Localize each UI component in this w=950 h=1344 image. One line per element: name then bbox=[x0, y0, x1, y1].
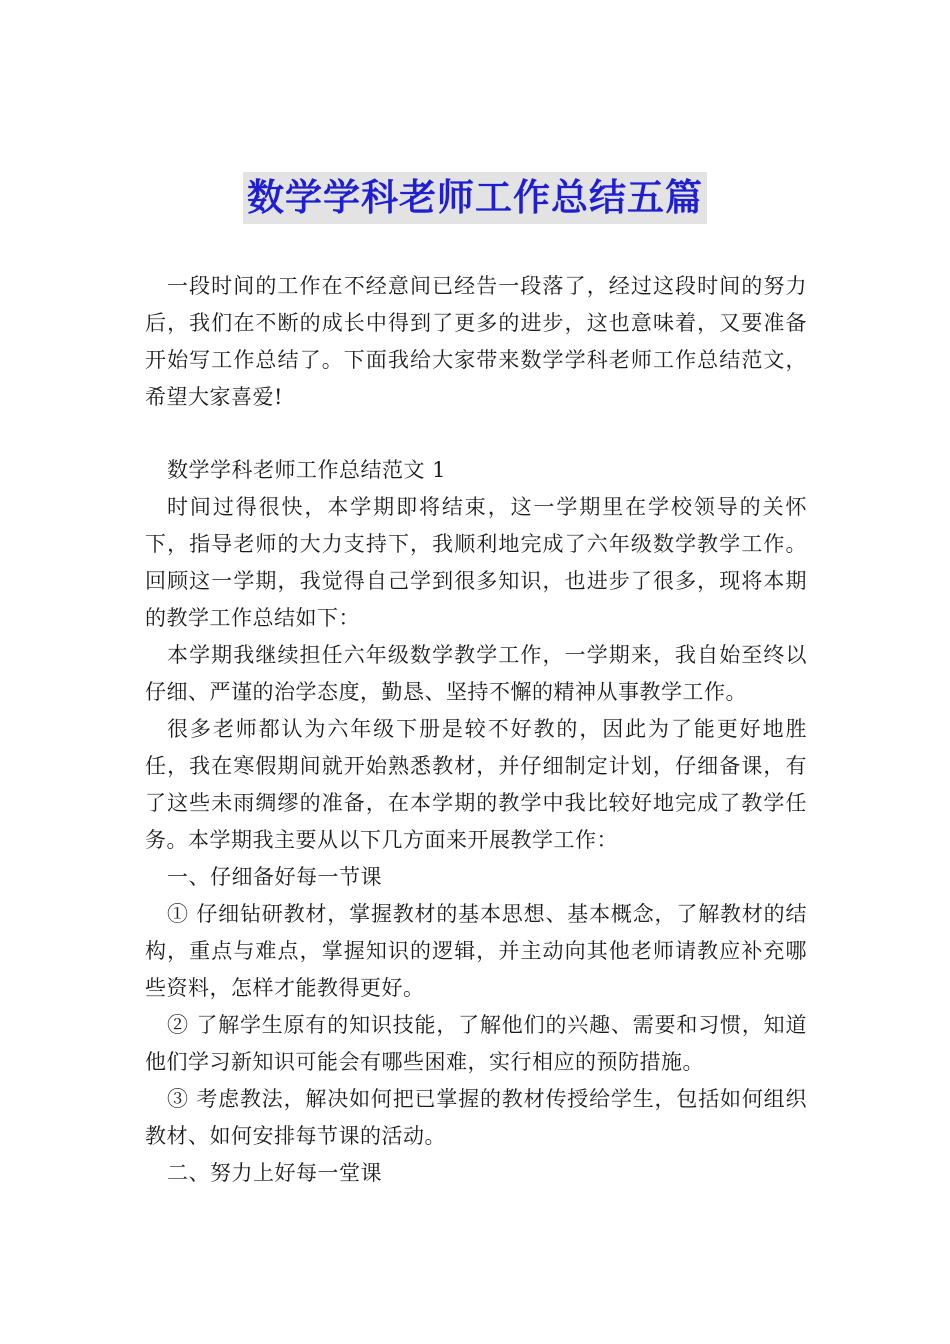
intro-block bbox=[145, 268, 807, 416]
intro-paragraph: 一段时间的工作在不经意间已经告一段落了，经过这段时间的努力后，我们在不断的成长中得到了更多的进步，这也意味着，又要准备开始写工作总结了。下面我给大家带来数学学科老师工作总结范文，希望大家喜爱! bbox=[145, 274, 807, 409]
list-item-2: ② 了解学生原有的知识技能，了解他们的兴趣、需要和习惯，知道他们学习新知识可能会有哪些困难，实行相应的预防措施。 bbox=[145, 1013, 807, 1074]
title-wrap bbox=[0, 172, 950, 224]
paragraph-2: 本学期我继续担任六年级数学教学工作，一学期来，我自始至终以仔细、严谨的治学态度，勤恳、坚持不懈的精神从事教学工作。 bbox=[145, 643, 807, 704]
section-heading: 数学学科老师工作总结范文 1 bbox=[167, 458, 447, 482]
main-content bbox=[145, 452, 807, 1192]
subheading-1: 一、仔细备好每一节课 bbox=[167, 865, 382, 889]
paragraph-3: 很多老师都认为六年级下册是较不好教的，因此为了能更好地胜任，我在寒假期间就开始熟悉教材，并仔细制定计划，仔细备课，有了这些未雨绸缪的准备，在本学期的教学中我比较好地完成了教学任务。本学期我主要从以下几方面来开展教学工作： bbox=[145, 717, 807, 852]
list-item-1: ① 仔细钻研教材，掌握教材的基本思想、基本概念，了解教材的结构，重点与难点，掌握知识的逻辑，并主动向其他老师请教应补充哪些资料，怎样才能教得更好。 bbox=[145, 902, 807, 1000]
document-title: 数学学科老师工作总结五篇 bbox=[243, 172, 707, 224]
list-item-3: ③ 考虑教法，解决如何把已掌握的教材传授给学生，包括如何组织教材、如何安排每节课的活动。 bbox=[145, 1087, 807, 1148]
paragraph-1: 时间过得很快，本学期即将结束，这一学期里在学校领导的关怀下，指导老师的大力支持下，我顺利地完成了六年级数学教学工作。回顾这一学期，我觉得自己学到很多知识，也进步了很多，现将本期的教学工作总结如下： bbox=[145, 495, 807, 630]
subheading-2: 二、努力上好每一堂课 bbox=[167, 1161, 382, 1185]
